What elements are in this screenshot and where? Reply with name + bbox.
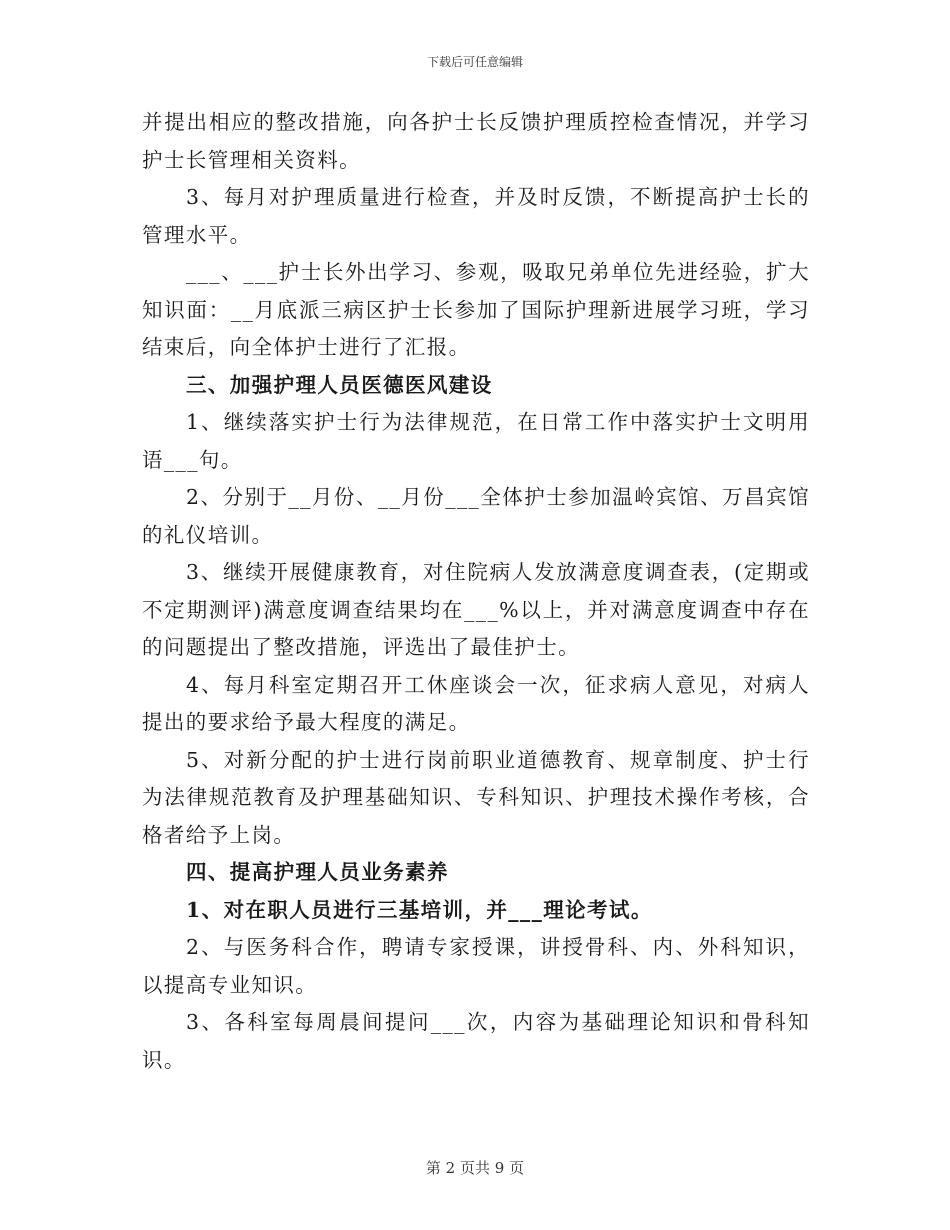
paragraph-13: 3、各科室每周晨间提问___次，内容为基础理论知识和骨科知识。 — [142, 1010, 810, 1072]
paragraph-2: 3、每月对护理质量进行检查，并及时反馈，不断提高护士长的管理水平。 — [142, 185, 810, 247]
page-header: 下载后可任意编辑 — [426, 55, 523, 69]
section-heading-3: 三、加强护理人员医德医风建设 — [186, 372, 493, 397]
paragraph-11: 1、对在职人员进行三基培训，并___理论考试。 — [186, 897, 653, 922]
paragraph-3: ___、___护士长外出学习、参观，吸取兄弟单位先进经验，扩大知识面：__月底派三病区护士长参加了国际护理新进展学习班，学习结束后，向全体护士进行了汇报。 — [142, 260, 810, 359]
section-heading-4: 四、提高护理人员业务素养 — [186, 860, 449, 884]
paragraph-1: 并提出相应的整改措施，向各护士长反馈护理质控检查情况，并学习护士长管理相关资料。 — [142, 110, 810, 172]
paragraph-6: 2、分别于__月份、__月份___全体护士参加温岭宾馆、万昌宾馆的礼仪培训。 — [142, 485, 810, 547]
page-footer: 第 2 页共 9 页 — [425, 1159, 525, 1177]
paragraph-7: 3、继续开展健康教育，对住院病人发放满意度调查表，(定期或不定期测评)满意度调查结果均在___%以上，并对满意度调查中存在的问题提出了整改措施，评选出了最佳护士。 — [142, 560, 810, 659]
paragraph-5: 1、继续落实护士行为法律规范，在日常工作中落实护士文明用语___句。 — [142, 410, 810, 472]
paragraph-8: 4、每月科室定期召开工休座谈会一次，征求病人意见，对病人提出的要求给予最大程度的满足。 — [142, 672, 810, 734]
document-body — [142, 104, 810, 1079]
paragraph-9: 5、对新分配的护士进行岗前职业道德教育、规章制度、护士行为法律规范教育及护理基础知识、专科知识、护理技术操作考核，合格者给予上岗。 — [142, 747, 810, 847]
paragraph-12: 2、与医务科合作，聘请专家授课，讲授骨科、内、外科知识，以提高专业知识。 — [142, 935, 810, 997]
